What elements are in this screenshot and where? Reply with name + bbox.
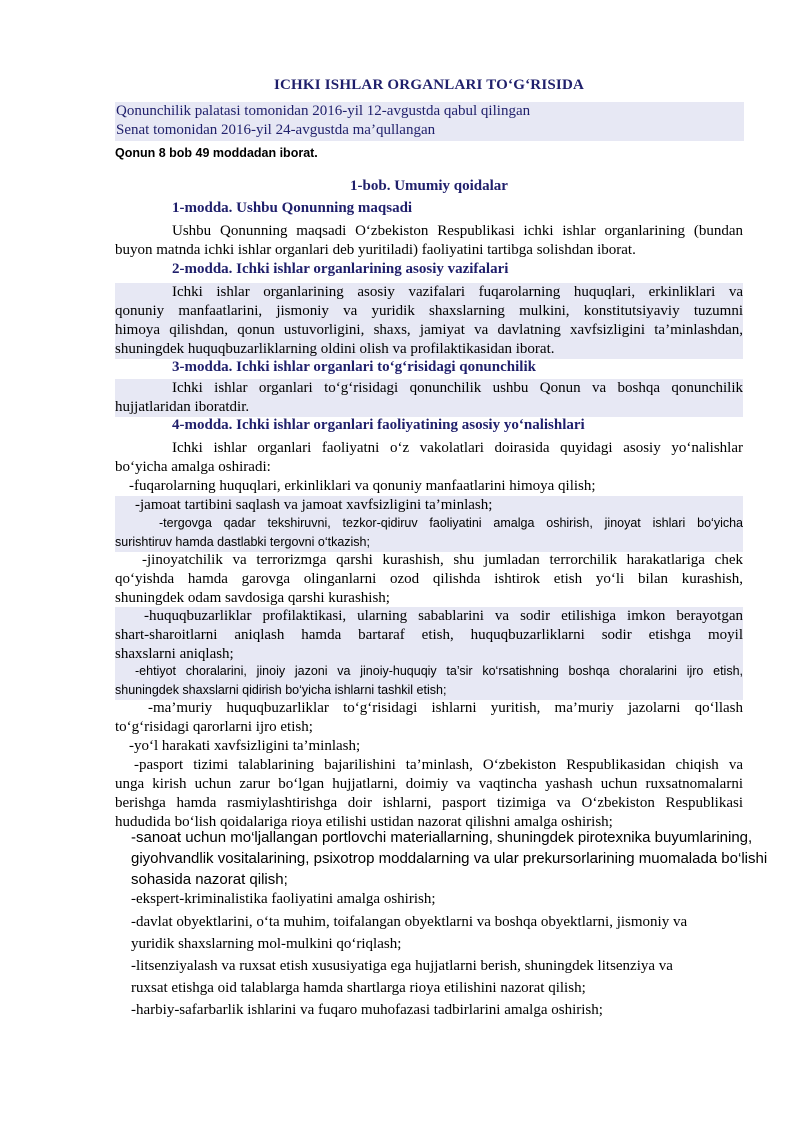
article-2-text	[115, 283, 743, 359]
list-item	[131, 911, 743, 955]
text-line: ruxsat etishga oid talablarga hamda shartlarga rioya etilishini nazorat qilish;	[131, 980, 586, 996]
list-item	[115, 607, 743, 664]
list-item	[115, 551, 743, 608]
text-line: berishga hamda rasmiylashtirishga doir ishlarni, pasport tizimiga va O‘zbekiston Respublikasi	[115, 795, 743, 811]
text-line: sohasida nazorat qilish;	[131, 871, 288, 888]
article-2-title: 2-modda. Ichki ishlar organlarining asosiy vazifalari	[172, 261, 509, 277]
list-item	[115, 496, 743, 515]
text-line: Ichki ishlar organlari faoliyatni o‘z vakolatlari doirasida quyidagi asosiy yo‘nalishlar	[172, 440, 743, 456]
text-line: shaxslarni aniqlash;	[115, 646, 234, 662]
list-item	[131, 999, 743, 1021]
text-line: -jamoat tartibini saqlash va jamoat xavfsizligini ta’minlash;	[135, 497, 493, 513]
text-line: unga kirish uchun zarur bo‘lgan hujjatlarni, doimiy va vaqtincha yashash uchun ruxsatnomalarni	[115, 776, 743, 792]
list-item	[115, 756, 743, 832]
text-line: yuridik shaxslarning mol-mulkini qo‘riqlash;	[131, 936, 402, 952]
text-line: qonuniy manfaatlarini, jismoniy va yuridik shaxslarning mulkini, konstitutsiyaviy tuzumni	[115, 303, 743, 319]
text-line: Ichki ishlar organlarining asosiy vazifalari fuqarolarning huquqlari, erkinliklari va	[172, 284, 743, 300]
list-item	[131, 888, 743, 910]
list-item	[131, 827, 768, 890]
text-line: bo‘yicha amalga oshiradi:	[115, 459, 271, 475]
text-line: -sanoat uchun mo‘ljallangan portlovchi materiallarning, shuningdek pirotexnika buyumlarining,	[131, 829, 753, 846]
text-line: shuningdek huquqbuzarliklarning oldini olish va profilaktikasidan iborat.	[115, 341, 555, 357]
list-item	[115, 662, 743, 700]
text-line: -yo‘l harakati xavfsizligini ta’minlash;	[129, 738, 361, 754]
structure-note: Qonun 8 bob 49 moddadan iborat.	[115, 146, 318, 160]
adoption-info-block	[115, 102, 744, 141]
text-line: -jinoyatchilik va terrorizmga qarshi kurashish, shu jumladan terrorchilik harakatlariga chek	[142, 552, 743, 568]
text-line: -litsenziyalash va ruxsat etish xususiyatiga ega hujjatlarni berish, shuningdek litsenziya va	[131, 958, 673, 974]
list-item	[115, 514, 743, 552]
text-line: hududida bo‘lish qoidalariga rioya etilishi ustidan nazorat qilishni amalga oshirish;	[115, 814, 613, 830]
text-line: -fuqarolarning huquqlari, erkinliklari va qonuniy manfaatlarini himoya qilish;	[129, 478, 596, 494]
list-item	[115, 477, 743, 496]
text-line: shuningdek odam savdosiga qarshi kurashish;	[115, 590, 390, 606]
text-line: -davlat obyektlarini, o‘ta muhim, toifalangan obyektlarni va boshqa obyektlarni, jismoniy va	[131, 914, 688, 930]
text-line: Ichki ishlar organlari to‘g‘risidagi qonunchilik ushbu Qonun va boshqa qonunchilik	[172, 380, 743, 396]
text-line: buyon matnda ichki ishlar organlari deb yuritiladi) faoliyatini tartibga solishdan iborat.	[115, 242, 636, 258]
text-line: -tergovga qadar tekshiruvni, tezkor-qidiruv faoliyatini amalga oshirish, jinoyat ishlari bo‘yicha	[159, 516, 743, 530]
text-line: to‘g‘risidagi qarorlarni ijro etish;	[115, 719, 313, 735]
chapter-heading: 1-bob. Umumiy qoidalar	[350, 178, 508, 194]
article-4-title: 4-modda. Ichki ishlar organlari faoliyatining asosiy yo‘nalishlari	[172, 417, 585, 433]
text-line: -pasport tizimi talablarining bajarilishini ta’minlash, O‘zbekiston Respublikasidan chiqish va	[134, 757, 743, 773]
list-item	[115, 699, 743, 737]
article-1-text	[115, 222, 743, 260]
text-line: -ma’muriy huquqbuzarliklar to‘g‘risidagi ishlarni yuritish, ma’muriy jazolarni qo‘llash	[148, 700, 743, 716]
approval-line: Senat tomonidan 2016-yil 24-avgustda ma’qullangan	[116, 122, 436, 138]
text-line: -ehtiyot choralarini, jinoiy jazoni va jinoiy-huquqiy ta’sir ko‘rsatishning boshqa choralarini ijro etish,	[135, 664, 743, 678]
text-line: -harbiy-safarbarlik ishlarini va fuqaro muhofazasi tadbirlarini amalga oshirish;	[131, 1002, 603, 1018]
adoption-line: Qonunchilik palatasi tomonidan 2016-yil 12-avgustda qabul qilingan	[116, 103, 531, 119]
text-line: qo‘yishda hamda garovga olinganlarni ozod qilishda ishtirok etish yo‘li bilan kurashish,	[115, 571, 743, 587]
article-3-text	[115, 379, 743, 417]
article-1-title: 1-modda. Ushbu Qonunning maqsadi	[172, 200, 413, 216]
text-line: -huquqbuzarliklar profilaktikasi, ularning sabablarini va sodir etilishiga imkon berayotgan	[144, 608, 743, 624]
text-line: shuningdek shaxslarni qidirish bo‘yicha ishlarni tashkil etish;	[115, 683, 447, 697]
text-line: hujjatlaridan iboratdir.	[115, 399, 250, 415]
text-line: shart-sharoitlarni aniqlash hamda bartaraf etish, huquqbuzarliklarni sodir etishga moyil	[115, 627, 743, 643]
text-line: surishtiruv hamda dastlabki tergovni o‘tkazish;	[115, 535, 370, 549]
article-3-title: 3-modda. Ichki ishlar organlari to‘g‘risidagi qonunchilik	[172, 359, 536, 375]
text-line: himoya qilishdan, qonun ustuvorligini, shaxs, jamiyat va davlatning xavfsizligini ta’minlashdan,	[115, 322, 743, 338]
article-4-intro	[115, 439, 743, 477]
text-line: Ushbu Qonunning maqsadi O‘zbekiston Respublikasi ichki ishlar organlarining (bundan	[172, 223, 743, 239]
text-line: -ekspert-kriminalistika faoliyatini amalga oshirish;	[131, 891, 436, 907]
text-line: giyohvandlik vositalarining, psixotrop moddalarning va ular prekursorlarining muomalada bo‘lishi	[131, 850, 768, 867]
law-title: ICHKI ISHLAR ORGANLARI TO‘G‘RISIDA	[273, 77, 585, 93]
list-item	[131, 955, 743, 999]
list-item	[115, 737, 743, 756]
